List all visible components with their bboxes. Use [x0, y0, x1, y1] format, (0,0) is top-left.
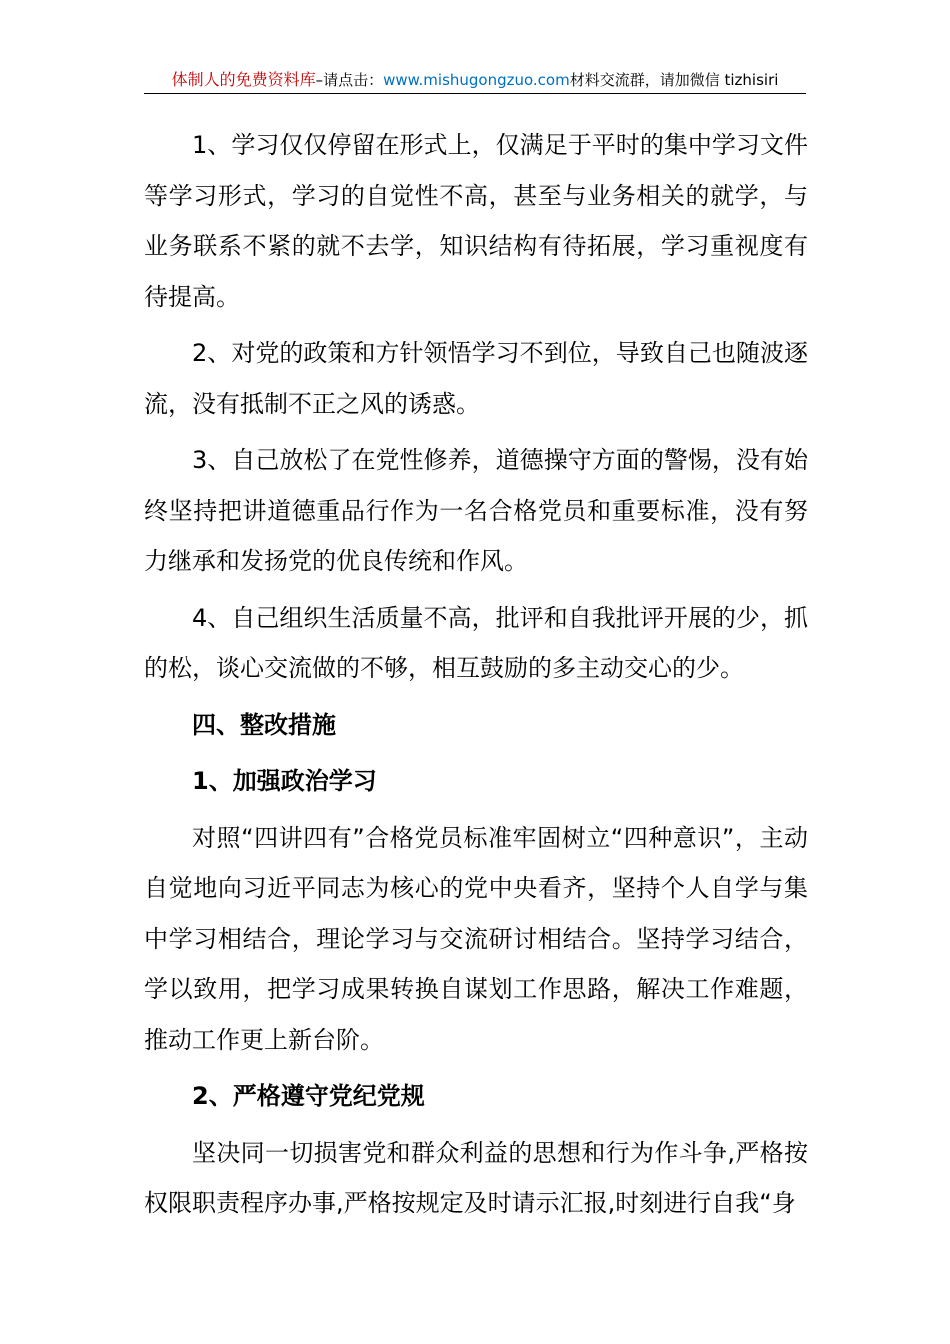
document-body	[144, 120, 808, 1235]
paragraph-1: 1、学习仅仅停留在形式上，仅满足于平时的集中学习文件等学习形式，学习的自觉性不高，甚至与业务相关的就学，与业务联系不紧的就不去学，知识结构有待拓展，学习重视度有待提高。	[144, 131, 808, 311]
header-suffix: 材料交流群，请加微信 tizhisiri	[569, 71, 779, 89]
subheading-1: 1、加强政治学习	[192, 767, 377, 795]
paragraph-5: 对照“四讲四有”合格党员标准牢固树立“四种意识”，主动自觉地向习近平同志为核心的党中央看齐，坚持个人自学与集中学习相结合，理论学习与交流研讨相结合。坚持学习结合，学以致用，把学习成果转换自谋划工作思路，解决工作难题，推动工作更上新台阶。	[144, 823, 808, 1054]
page-header	[144, 66, 806, 94]
paragraph-2: 2、对党的政策和方针领悟学习不到位，导致自己也随波逐流，没有抵制不正之风的诱惑。	[144, 339, 808, 418]
header-brand: 体制人的免费资料库	[171, 70, 316, 89]
subheading-2: 2、严格遵守党纪党规	[192, 1082, 425, 1110]
paragraph-6: 坚决同一切损害党和群众利益的思想和行为作斗争,严格按权限职责程序办事,严格按规定及时请示汇报,时刻进行自我“身	[144, 1138, 808, 1217]
section-heading: 四、整改措施	[192, 710, 336, 739]
header-url-link[interactable]: www.mishugongzuo.com	[383, 71, 570, 89]
paragraph-4: 4、自己组织生活质量不高，批评和自我批评开展的少，抓的松，谈心交流做的不够，相互鼓励的多主动交心的少。	[144, 603, 808, 682]
header-prompt: –请点击：	[315, 71, 384, 89]
paragraph-3: 3、自己放松了在党性修养，道德操守方面的警惕，没有始终坚持把讲道德重品行作为一名合格党员和重要标准，没有努力继承和发扬党的优良传统和作风。	[144, 446, 808, 575]
